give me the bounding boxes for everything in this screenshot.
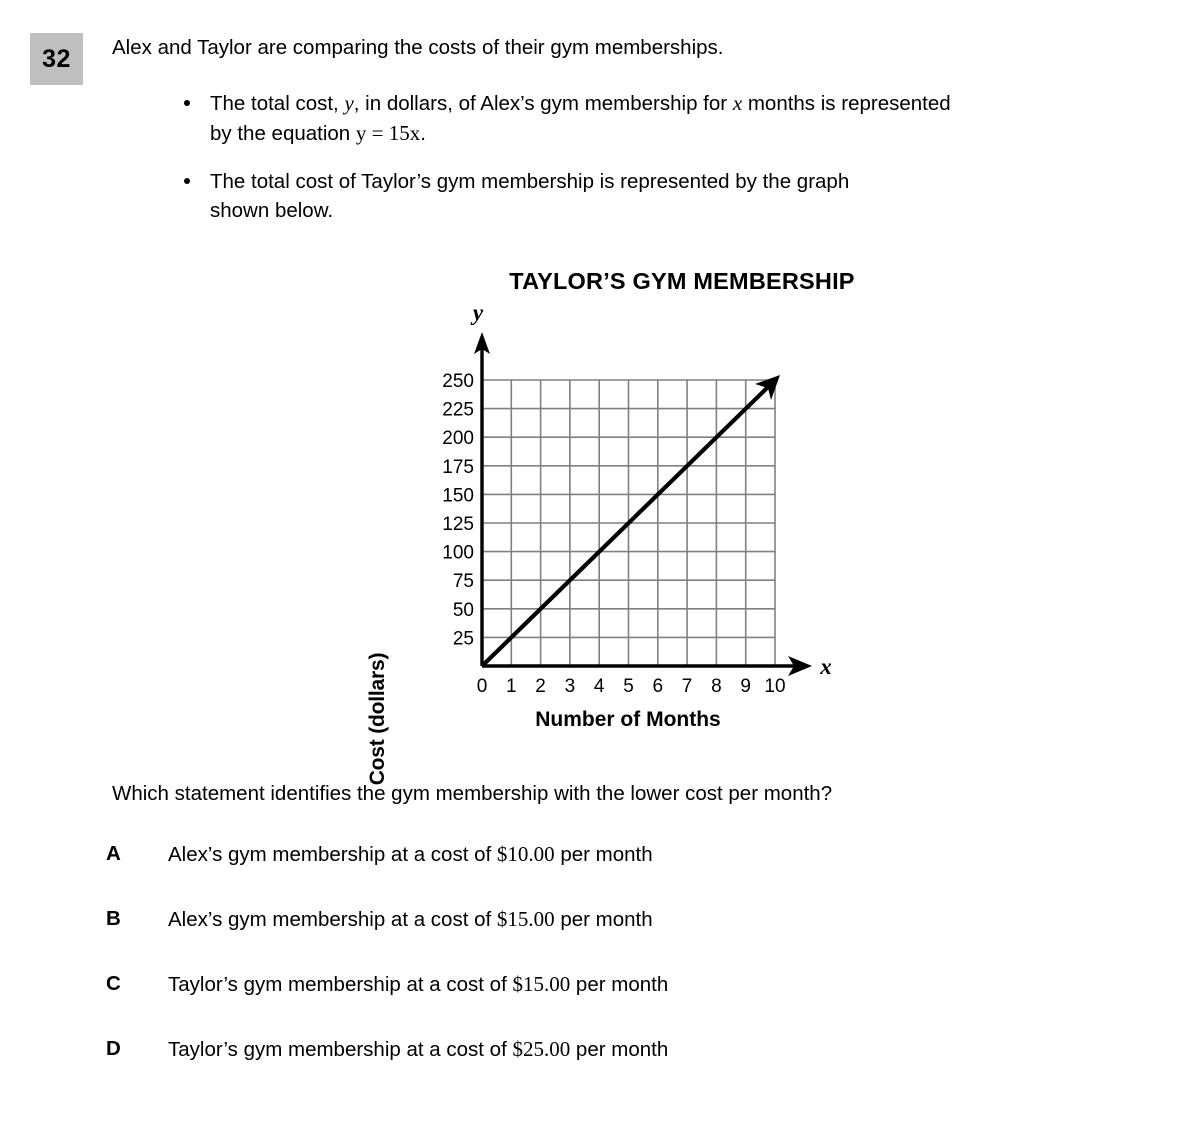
- option-letter-d: D: [106, 1037, 121, 1060]
- question-prompt: Which statement identifies the gym membership with the lower cost per month?: [112, 782, 833, 805]
- stem-bullet-list: [180, 89, 1120, 225]
- bullet-1-variable-y: y: [344, 91, 354, 115]
- option-d-text-lead: Taylor’s gym membership at a cost of: [168, 1038, 513, 1061]
- option-d-amount: $25.00: [512, 1037, 571, 1061]
- bullet-1-line2-text-a: by the equation: [210, 121, 356, 145]
- x-tick-0: 0: [476, 676, 488, 697]
- option-c-text-tail: per month: [570, 973, 669, 996]
- y-tick-200: 200: [442, 428, 474, 450]
- bullet-1-text-b: , in dollars, of Alex’s gym membership for: [353, 92, 733, 115]
- bullet-dot-icon: [184, 178, 190, 184]
- option-text-c: [168, 972, 668, 997]
- option-a-amount: $10.00: [496, 842, 555, 866]
- x-tick-9: 9: [740, 676, 751, 697]
- bullet-1-text-c: months is represented: [742, 92, 951, 115]
- question-stem: [112, 34, 1122, 62]
- question-number-badge: [30, 33, 83, 85]
- option-text-b: [168, 907, 653, 932]
- list-item: [180, 167, 1120, 225]
- y-tick-25: 25: [452, 628, 474, 650]
- list-item: [180, 89, 1120, 149]
- bullet-1-text-a: The total cost,: [210, 92, 345, 115]
- stem-intro-text: Alex and Taylor are comparing the costs of their gym memberships.: [112, 36, 724, 59]
- x-tick-10: 10: [764, 676, 786, 697]
- option-a-text-lead: Alex’s gym membership at a cost of: [168, 843, 497, 866]
- chart-title: TAYLOR’S GYM MEMBERSHIP: [509, 268, 855, 294]
- y-tick-50: 50: [452, 599, 474, 621]
- answer-option-a[interactable]: [106, 842, 1126, 907]
- x-tick-8: 8: [711, 676, 722, 697]
- chart-figure: [0, 258, 1178, 786]
- x-tick-7: 7: [681, 676, 693, 697]
- x-tick-4: 4: [593, 676, 605, 697]
- bullet-1-line2-text-b: .: [420, 121, 426, 145]
- chart-x-tick-labels: [477, 676, 786, 697]
- chart-y-axis-title: Cost (dollars): [366, 652, 389, 786]
- option-d-text-tail: per month: [570, 1038, 669, 1061]
- option-a-text-tail: per month: [554, 843, 653, 866]
- option-b-text-tail: per month: [554, 908, 653, 931]
- option-c-text-lead: Taylor’s gym membership at a cost of: [168, 973, 513, 996]
- bullet-2-line2: shown below.: [210, 198, 334, 222]
- chart-x-axis-title: Number of Months: [535, 708, 721, 731]
- y-tick-225: 225: [442, 399, 474, 421]
- y-tick-100: 100: [442, 542, 474, 564]
- x-tick-6: 6: [652, 676, 664, 697]
- option-letter-c: C: [106, 972, 121, 995]
- option-text-d: [168, 1037, 668, 1062]
- chart-plot-area: [370, 298, 850, 698]
- y-tick-125: 125: [442, 514, 474, 535]
- chart-y-axis-variable-label: y: [472, 300, 484, 325]
- answer-options-list: [106, 842, 1126, 1102]
- answer-option-c[interactable]: [106, 972, 1126, 1037]
- x-tick-1: 1: [506, 676, 517, 697]
- option-letter-b: B: [106, 907, 121, 930]
- bullet-dot-icon: [184, 100, 190, 106]
- y-tick-250: 250: [442, 371, 474, 392]
- y-tick-150: 150: [442, 485, 474, 507]
- chart-data-line: [482, 387, 768, 666]
- answer-option-d[interactable]: [106, 1037, 1126, 1102]
- option-text-a: [168, 842, 653, 867]
- question-number-label: 32: [42, 44, 71, 73]
- x-tick-3: 3: [564, 676, 576, 697]
- option-c-amount: $15.00: [512, 972, 571, 996]
- x-tick-5: 5: [623, 676, 634, 697]
- y-tick-175: 175: [442, 456, 474, 478]
- option-b-amount: $15.00: [496, 907, 555, 931]
- y-tick-75: 75: [452, 571, 474, 593]
- bullet-1-equation: y = 15x: [355, 120, 421, 145]
- bullet-1-variable-x: x: [732, 91, 743, 115]
- chart-y-tick-labels: [442, 371, 474, 649]
- chart-x-axis-variable-label: x: [820, 654, 832, 679]
- option-b-text-lead: Alex’s gym membership at a cost of: [168, 908, 497, 931]
- answer-option-b[interactable]: [106, 907, 1126, 972]
- option-letter-a: A: [106, 842, 121, 865]
- bullet-2-line1: The total cost of Taylor’s gym membership is represented by the graph: [210, 169, 850, 193]
- x-tick-2: 2: [535, 676, 546, 697]
